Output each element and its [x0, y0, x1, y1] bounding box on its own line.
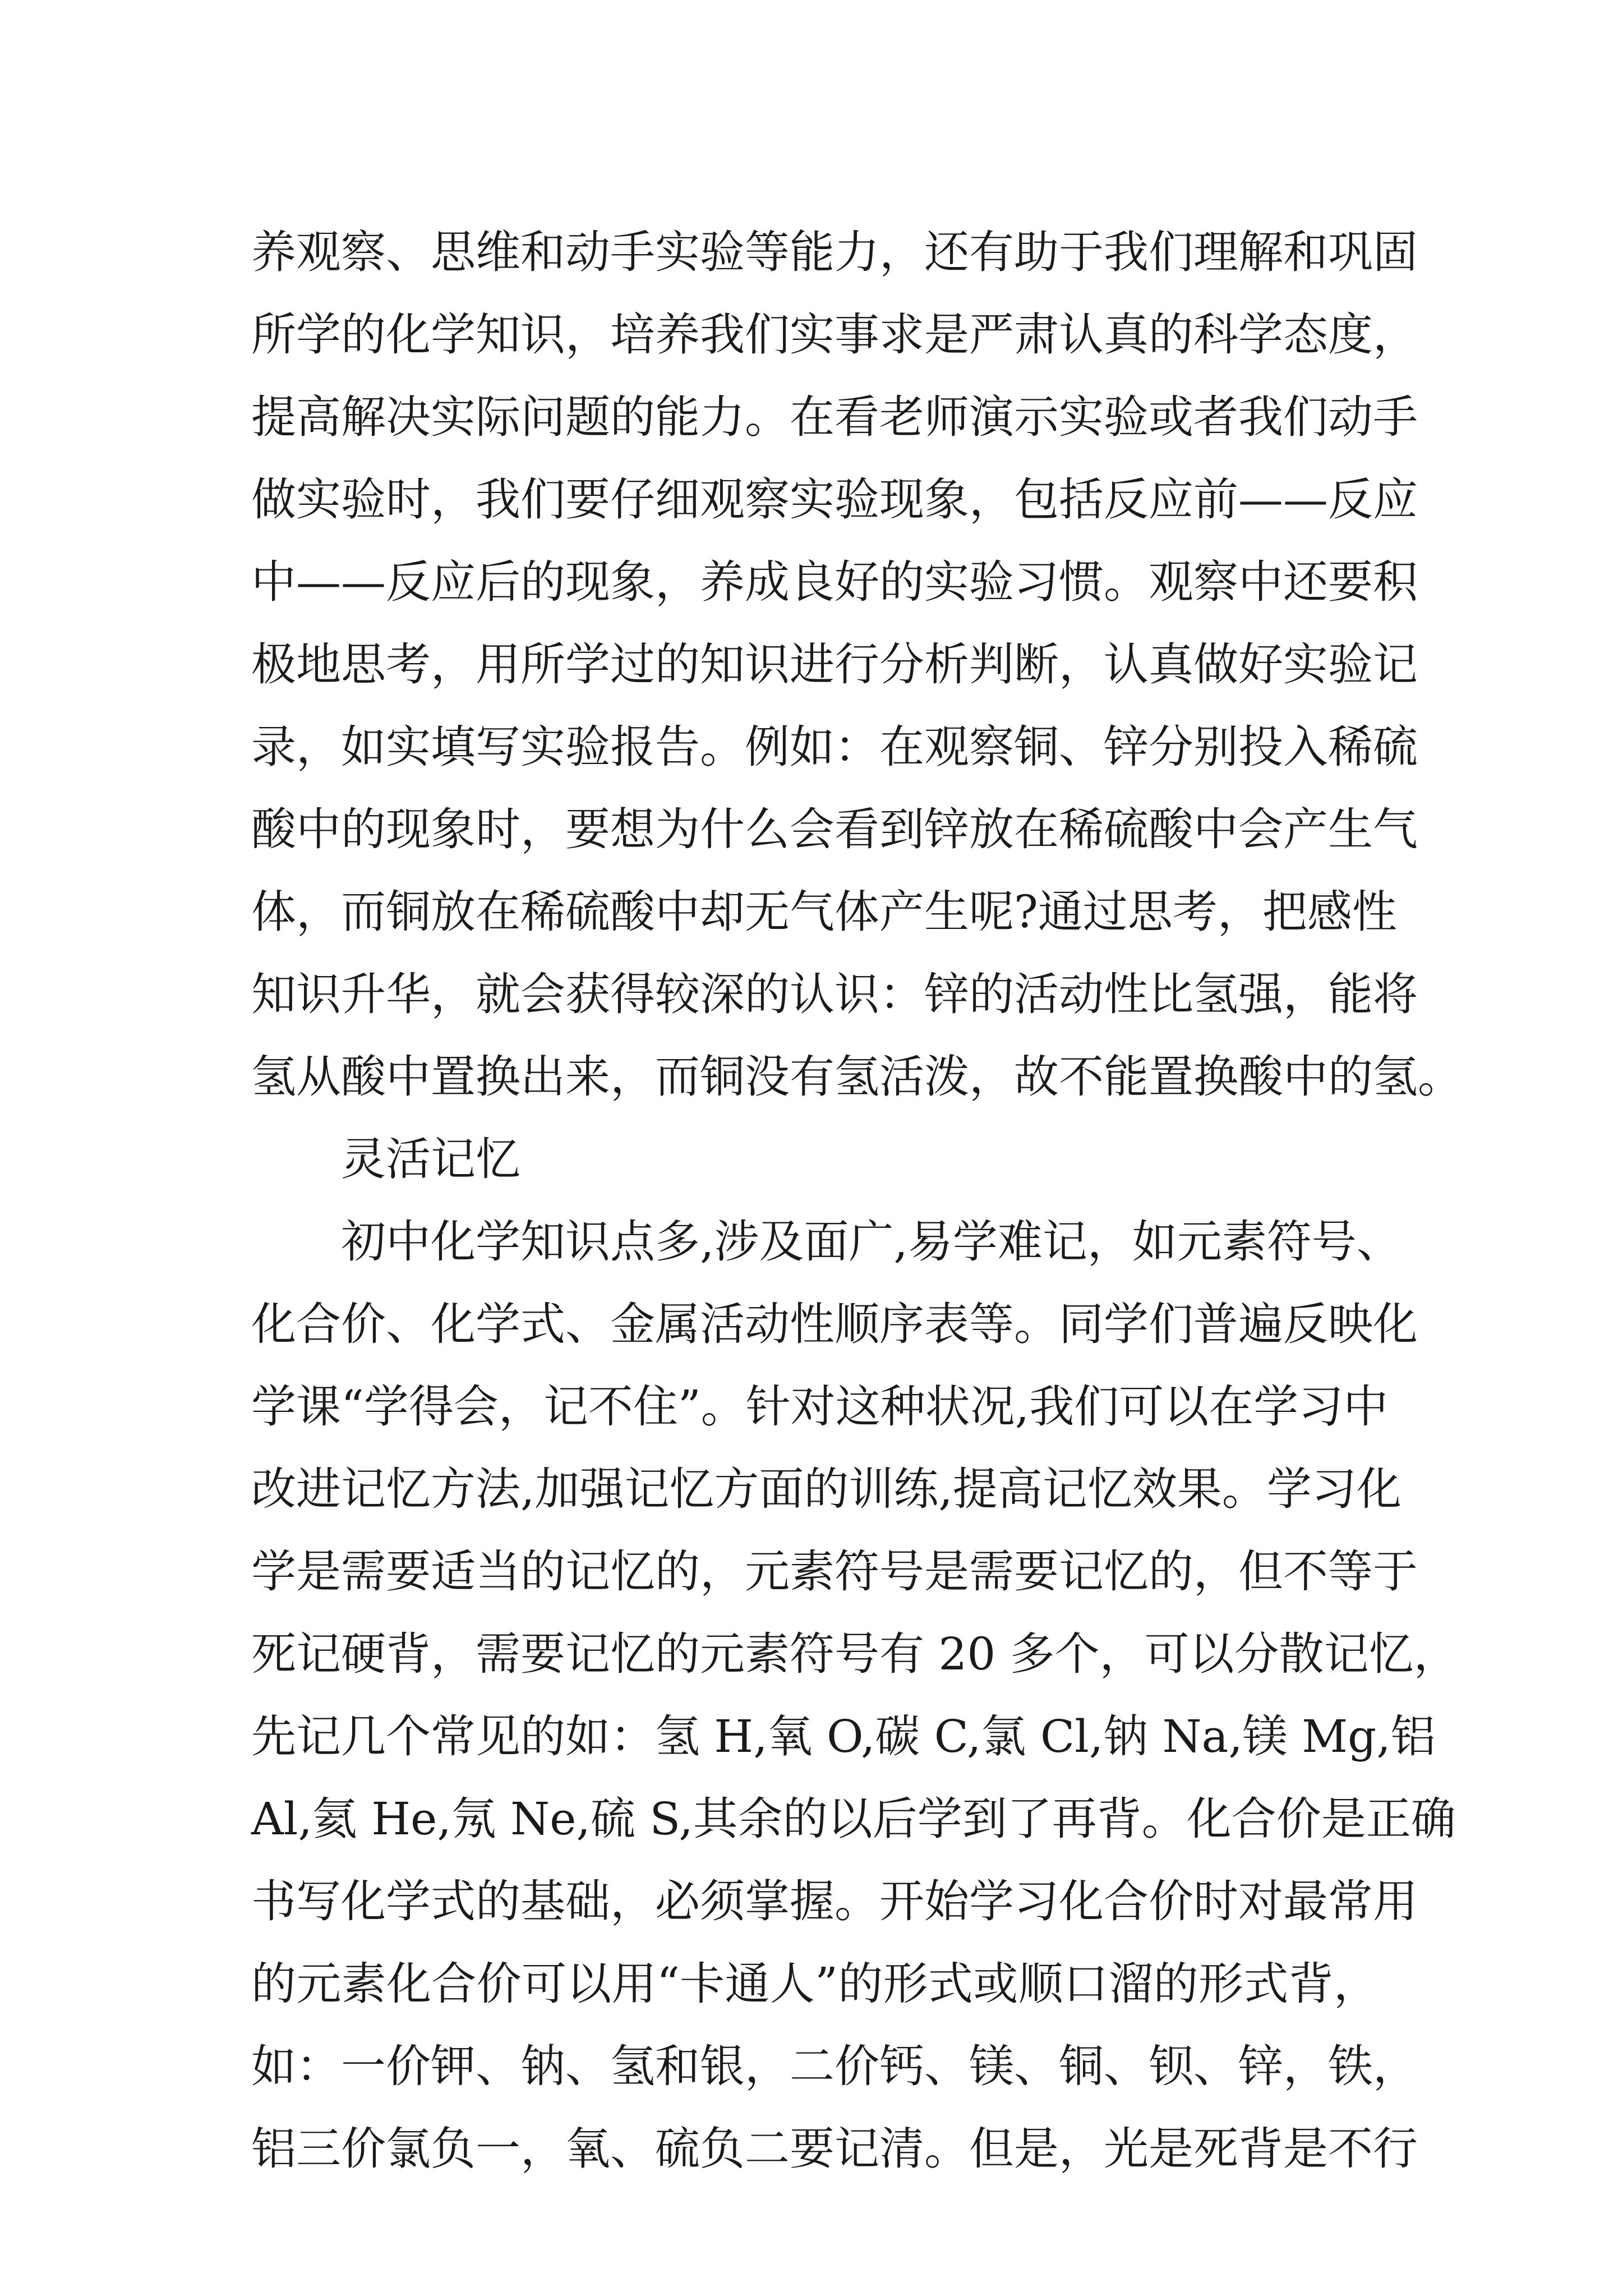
- text-line: 极地思考，用所学过的知识进行分析判断，认真做好实验记: [251, 638, 1418, 691]
- text-line: 初中化学知识点多,涉及面广,易学难记，如元素符号、: [341, 1216, 1401, 1268]
- text-line: 如：一价钾、钠、氢和银，二价钙、镁、铜、钡、锌，铁，: [251, 2040, 1418, 2092]
- text-line: 先记几个常见的如：氢 H,氧 O,碳 C,氯 Cl,钠 Na,镁 Mg,铝: [251, 1710, 1436, 1763]
- text-line: 酸中的现象时，要想为什么会看到锌放在稀硫酸中会产生气: [251, 803, 1418, 855]
- body-text: [251, 211, 1463, 2190]
- text-line: 学是需要适当的记忆的，元素符号是需要记忆的，但不等于: [251, 1545, 1418, 1598]
- text-line: 的元素化合价可以用“卡通人”的形式或顺口溜的形式背，: [251, 1958, 1378, 2010]
- text-line: 中——反应后的现象，养成良好的实验习惯。观察中还要积: [251, 556, 1418, 608]
- text-line: 养观察、思维和动手实验等能力，还有助于我们理解和巩固: [251, 226, 1418, 278]
- text-line: 体，而铜放在稀硫酸中却无气体产生呢?通过思考，把感性: [251, 886, 1397, 938]
- text-line: 录，如实填写实验报告。例如：在观察铜、锌分别投入稀硫: [251, 721, 1418, 773]
- text-line: 书写化学式的基础，必须掌握。开始学习化合价时对最常用: [251, 1875, 1418, 1927]
- text-line: Al,氦 He,氖 Ne,硫 S,其余的以后学到了再背。化合价是正确: [251, 1793, 1456, 1845]
- text-line: 改进记忆方法,加强记忆方面的训练,提高记忆效果。学习化: [251, 1463, 1401, 1515]
- text-line: 知识升华，就会获得较深的认识：锌的活动性比氢强，能将: [251, 968, 1418, 1020]
- text-line: 铝三价氯负一，氧、硫负二要记清。但是，光是死背是不行: [251, 2123, 1418, 2175]
- text-line: 学课“学得会，记不住”。针对这种状况,我们可以在学习中: [251, 1381, 1389, 1433]
- text-line: 氢从酸中置换出来，而铜没有氢活泼，故不能置换酸中的氢。: [251, 1051, 1463, 1103]
- text-line: 死记硬背，需要记忆的元素符号有 20 多个，可以分散记忆，: [251, 1628, 1459, 1680]
- text-line: 提高解决实际问题的能力。在看老师演示实验或者我们动手: [251, 391, 1418, 443]
- text-line: 做实验时，我们要仔细观察实验现象，包括反应前——反应: [251, 473, 1418, 526]
- section-heading: 灵活记忆: [341, 1133, 520, 1185]
- text-line: 所学的化学知识，培养我们实事求是严肃认真的科学态度，: [251, 309, 1418, 361]
- text-line: 化合价、化学式、金属活动性顺序表等。同学们普遍反映化: [251, 1298, 1418, 1350]
